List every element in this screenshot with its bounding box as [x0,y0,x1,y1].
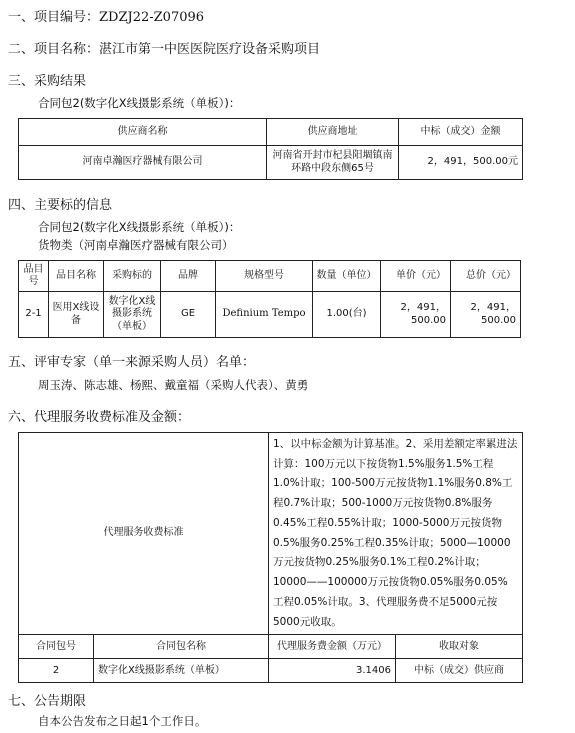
section-4-heading: 四、主要标的信息 [8,198,113,213]
column-header: 中标（成交）金额 [399,119,523,146]
fee-table [18,432,523,683]
project-name-value: 湛江市第一中医医院医疗设备采购项目 [99,42,321,57]
quantity: 1.00(台) [313,292,381,338]
supplier-address: 河南省开封市杞县阳堌镇南环路中段东侧65号 [267,146,399,180]
project-number-value: ZDZJ22-Z07096 [99,10,205,25]
project-name [8,38,320,57]
fee-standard-label: 代理服务收费标准 [19,433,269,635]
section-4-lot: 合同包2(数字化X线摄影系统（单板）)： [38,220,241,234]
column-header: 供应商名称 [19,119,267,146]
column-header: 供应商地址 [267,119,399,146]
column-header: 收取对象 [396,635,523,659]
column-header: 采购标的 [104,261,161,292]
section-7-heading: 七、公告期限 [8,694,87,709]
total-price: 2，491，500.00 [451,292,521,338]
lot-name: 数字化X线摄影系统（单板） [94,659,269,683]
model: Definium Tempo [216,292,313,338]
brand: GE [161,292,216,338]
fee-payer: 中标（成交）供应商 [396,659,523,683]
table-header-row [19,261,521,292]
item-name: 医用X线设备 [49,292,104,338]
table-row [19,659,523,683]
column-header: 合同包号 [19,635,94,659]
section-4-category: 货物类（河南卓瀚医疗器械有限公司） [38,238,234,252]
procurement-target: 数字化X线摄影系统（单板） [104,292,161,338]
column-header: 合同包名称 [94,635,269,659]
supplier-name: 河南卓瀚医疗器械有限公司 [19,146,267,180]
column-header: 总价（元） [451,261,521,292]
section-3-lot: 合同包2(数字化X线摄影系统（单板）)： [38,96,241,110]
section-5-heading: 五、评审专家（单一来源采购人员）名单： [8,355,256,370]
column-header: 代理服务费金额（万元） [269,635,396,659]
project-number-label: 一、项目编号： [8,10,100,25]
fee-standard-row [19,433,523,635]
fee-standard-text: 1、以中标金额为计算基准。2、采用差额定率累进法计算：100万元以下按货物1.5%服务1.5%工程1.0%计取；100-500万元按货物1.1%服务0.8%工程0.7%计取；500-1000万元按货物0.8%服务0.45%工程0.55%计取；1000-5000万元按货物0.5%服务0.25%工程0.35%计取；5000—10000万元按货物0.25%服务0.1%工程0.2%计取；10000——100000万元按货物0.05%服务0.05%工程0.05%计取。3、代理服务费不足5000元按5000元收取。 [269,433,523,635]
project-number [8,6,204,25]
column-header: 单价（元） [381,261,451,292]
agency-fee: 3.1406 [269,659,396,683]
result-table [18,118,523,180]
table-row [19,146,523,180]
notice-period-text: 自本公告发布之日起1个工作日。 [38,714,207,728]
lot-number: 2 [19,659,94,683]
item-number: 2-1 [19,292,49,338]
column-header: 品目号 [19,261,49,292]
table-row [19,292,521,338]
column-header: 品目名称 [49,261,104,292]
table-header-row [19,635,523,659]
expert-names: 周玉涛、陈志雄、杨熙、戴童福（采购人代表）、黄勇 [38,378,309,392]
section-6-heading: 六、代理服务收费标准及金额： [8,410,191,425]
unit-price: 2，491，500.00 [381,292,451,338]
table-header-row [19,119,523,146]
column-header: 数量（单位） [313,261,381,292]
project-name-label: 二、项目名称： [8,42,100,57]
column-header: 规格型号 [216,261,313,292]
award-amount: 2，491，500.00元 [399,146,523,180]
items-table [18,260,521,338]
column-header: 品牌 [161,261,216,292]
section-3-heading: 三、采购结果 [8,74,87,89]
